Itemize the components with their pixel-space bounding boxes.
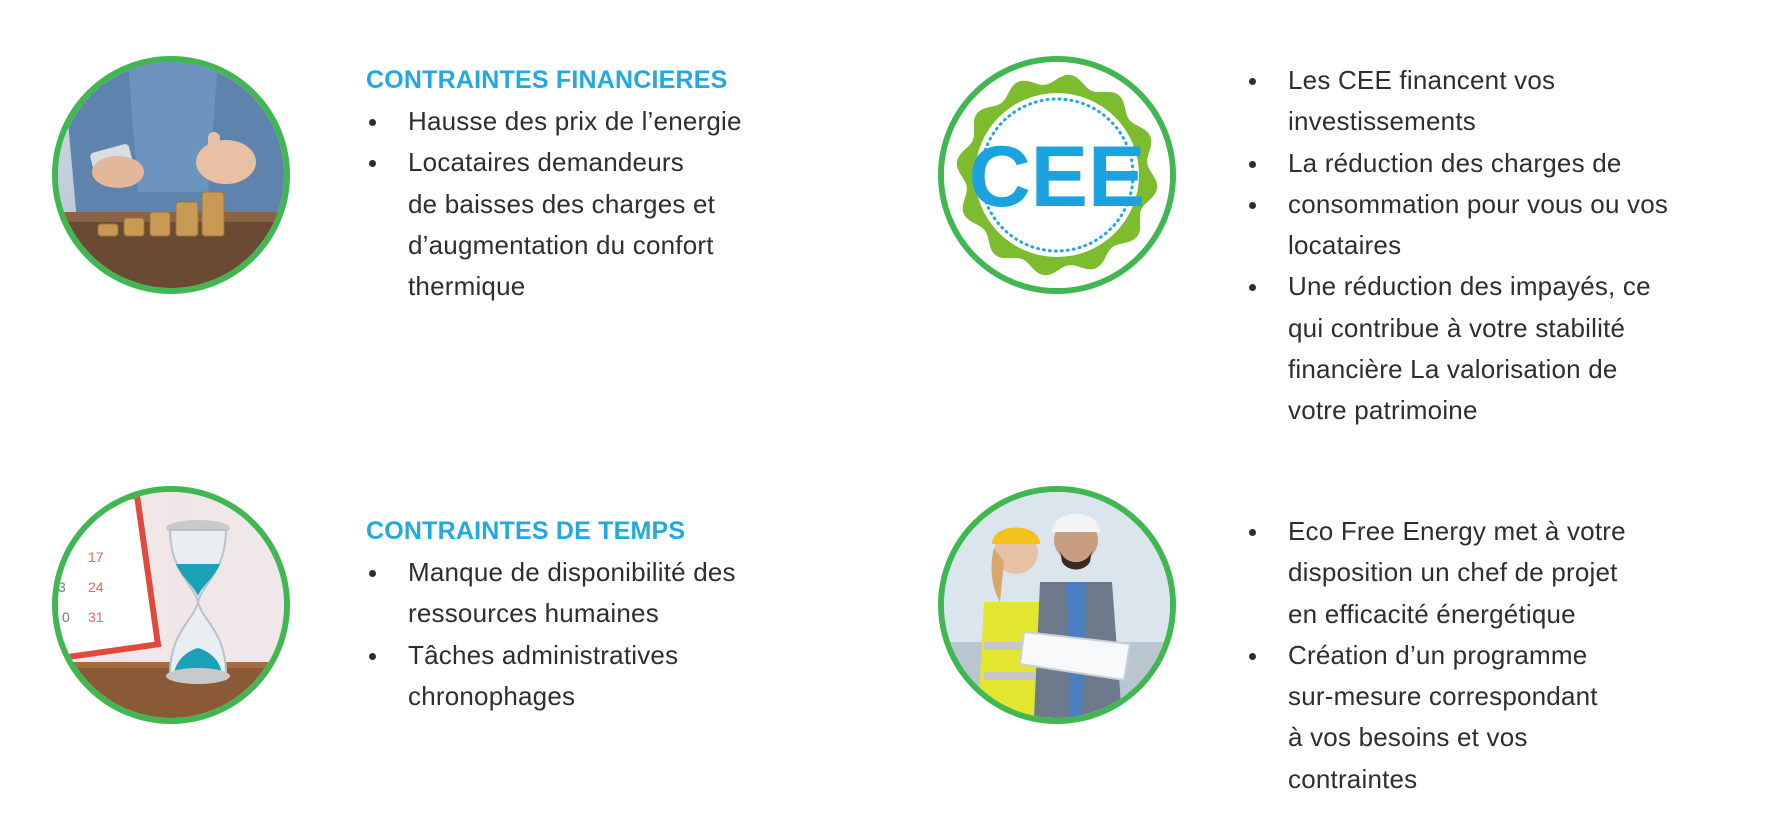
time-constraints-heading: CONTRAINTES DE TEMPS xyxy=(366,517,686,545)
list-item: Hausse des prix de l’energie xyxy=(366,101,816,142)
list-item: La réduction des charges de xyxy=(1246,143,1766,184)
financial-constraints-heading: CONTRAINTES FINANCIERES xyxy=(366,66,728,94)
coins-photo xyxy=(52,56,290,294)
list-item: Eco Free Energy met à votre disposition un chef de projet en efficacité énergétique xyxy=(1246,511,1766,635)
eco-free-energy-block xyxy=(1246,511,1766,800)
eco-free-energy-list xyxy=(1246,511,1766,800)
cee-benefits-list xyxy=(1246,60,1766,432)
list-item: Création d’un programme sur-mesure correspondant à vos besoins et vos contraintes xyxy=(1246,635,1766,800)
time-constraints-block xyxy=(366,511,816,717)
svg-text:0: 0 xyxy=(62,609,70,625)
cee-badge-text: CEE xyxy=(968,129,1146,225)
hourglass-calendar-illustration xyxy=(58,492,284,718)
list-item: Manque de disponibilité des ressources humaines xyxy=(366,552,816,635)
svg-text:3: 3 xyxy=(58,579,66,595)
list-item: Les CEE financent vos investissements xyxy=(1246,60,1766,143)
time-constraints-list xyxy=(366,552,816,717)
svg-text:31: 31 xyxy=(88,609,104,625)
svg-text:24: 24 xyxy=(88,579,104,595)
cee-badge-icon xyxy=(944,62,1170,288)
list-item: consommation pour vous ou vos locataires xyxy=(1246,184,1766,267)
cee-badge-image xyxy=(938,56,1176,294)
list-item: Locataires demandeurs de baisses des charges et d’augmentation du confort thermique xyxy=(366,142,816,307)
coins-hand-illustration xyxy=(58,62,284,288)
list-item: Une réduction des impayés, ce qui contribue à votre stabilité financière La valorisation de votre patrimoine xyxy=(1246,266,1766,431)
engineers-illustration xyxy=(944,492,1170,718)
svg-text:17: 17 xyxy=(88,549,104,565)
hourglass-photo xyxy=(52,486,290,724)
financial-constraints-block xyxy=(366,60,816,307)
engineers-photo xyxy=(938,486,1176,724)
financial-constraints-list xyxy=(366,101,816,307)
list-item: Tâches administratives chronophages xyxy=(366,635,816,718)
cee-benefits-block xyxy=(1246,60,1766,432)
